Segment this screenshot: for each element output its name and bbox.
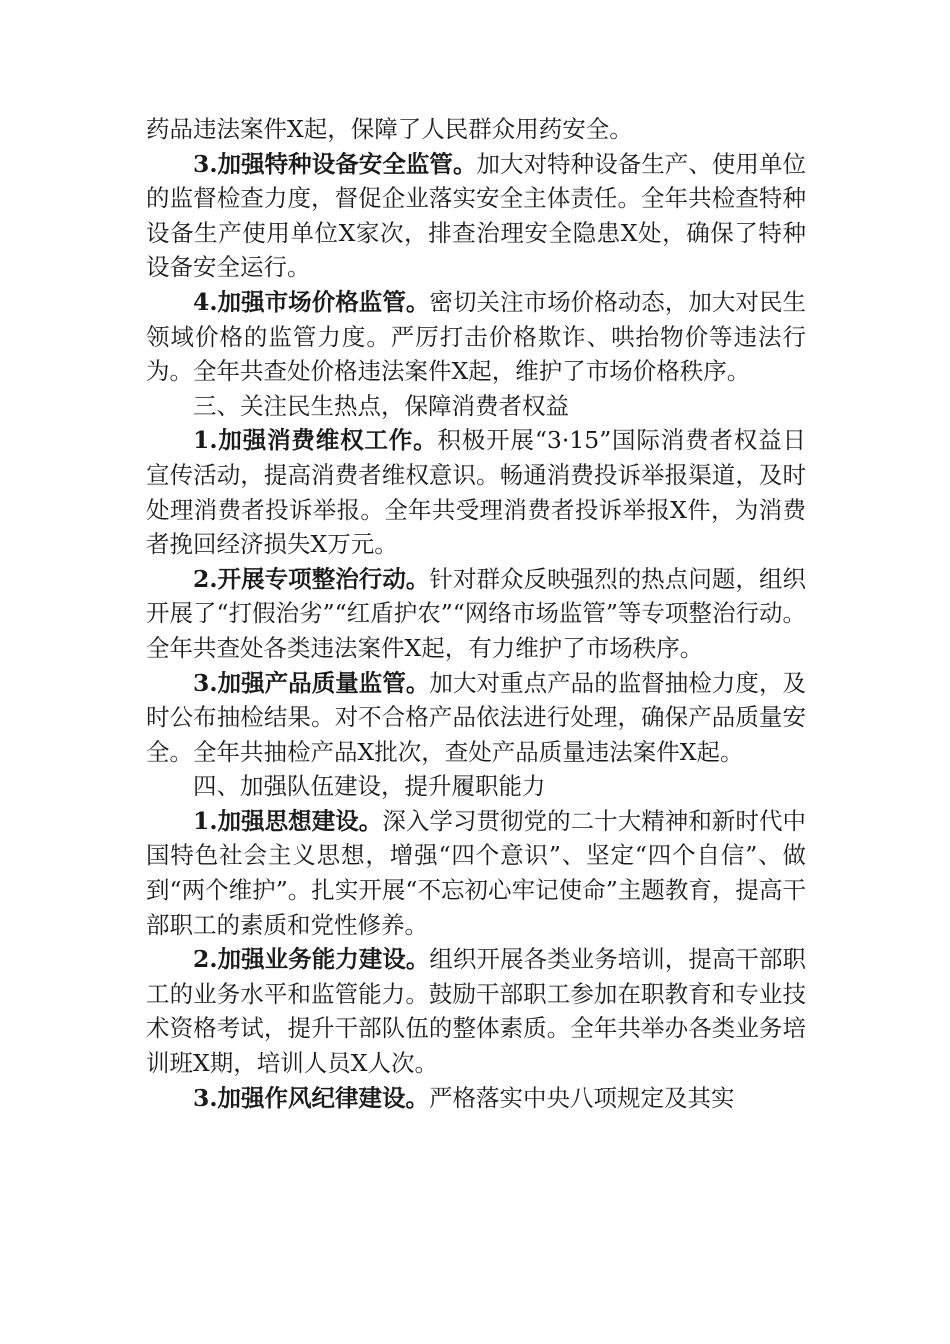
paragraph-heading: 4.加强市场价格监管。 <box>193 287 430 316</box>
paragraph <box>146 666 806 770</box>
document-body <box>146 112 806 1115</box>
paragraph-heading: 3.加强产品质量监管。 <box>193 668 430 697</box>
paragraph <box>146 942 806 1080</box>
paragraph <box>146 112 806 147</box>
paragraph <box>146 804 806 942</box>
paragraph <box>146 147 806 285</box>
section-title: 三、关注民生热点，保障消费者权益 <box>193 391 569 420</box>
paragraph-text: 加大对特种设备生产、使用单位的监督检查力度，督促企业落实安全主体责任。全年共检查特种设备生产使用单位X家次，排查治理安全隐患X处，确保了特种设备安全运行。 <box>146 149 806 282</box>
paragraph-heading: 3.加强作风纪律建设。 <box>193 1083 430 1112</box>
paragraph-text: 密切关注市场价格动态，加大对民生领域价格的监管力度。严厉打击价格欺诈、哄抬物价等违法行为。全年共查处价格违法案件X起，维护了市场价格秩序。 <box>146 287 806 386</box>
paragraph-heading: 1.加强思想建设。 <box>193 806 383 835</box>
paragraph-text: 组织开展各类业务培训，提高干部职工的业务水平和监管能力。鼓励干部职工参加在职教育和专业技术资格考试，提升干部队伍的整体素质。全年共举办各类业务培训班X期，培训人员X人次。 <box>146 945 806 1078</box>
paragraph <box>146 1081 806 1116</box>
paragraph <box>146 562 806 666</box>
paragraph-heading: 1.加强消费维权工作。 <box>193 426 438 455</box>
section-title: 四、加强队伍建设，提升履职能力 <box>193 772 546 801</box>
paragraph-text: 严格落实中央八项规定及其实 <box>429 1083 735 1112</box>
paragraph <box>146 285 806 389</box>
paragraph-text: 加大对重点产品的监督抽检力度，及时公布抽检结果。对不合格产品依法进行处理，确保产品质量安全。全年共抽检产品X批次，查处产品质量违法案件X起。 <box>146 668 806 766</box>
paragraph <box>146 423 806 561</box>
paragraph-heading: 3.加强特种设备安全监管。 <box>193 149 477 178</box>
paragraph-heading: 2.加强业务能力建设。 <box>193 945 430 974</box>
paragraph-text: 深入学习贯彻党的二十大精神和新时代中国特色社会主义思想，增强“四个意识”、坚定“四个自信”、做到“两个维护”。扎实开展“不忘初心牢记使命”主题教育，提高干部职工的素质和党性修养。 <box>146 806 806 939</box>
paragraph-heading: 2.开展专项整治行动。 <box>193 564 430 593</box>
paragraph-text: 积极开展“3·15”国际消费者权益日宣传活动，提高消费者维权意识。畅通消费投诉举报渠道，及时处理消费者投诉举报。全年共受理消费者投诉举报X件，为消费者挽回经济损失X万元。 <box>146 426 806 559</box>
paragraph-text: 针对群众反映强烈的热点问题，组织开展了“打假治劣”“红盾护农”“网络市场监管”等专项整治行动。全年共查处各类违法案件X起，有力维护了市场秩序。 <box>146 564 806 662</box>
paragraph-text: 药品违法案件X起，保障了人民群众用药安全。 <box>146 115 633 143</box>
